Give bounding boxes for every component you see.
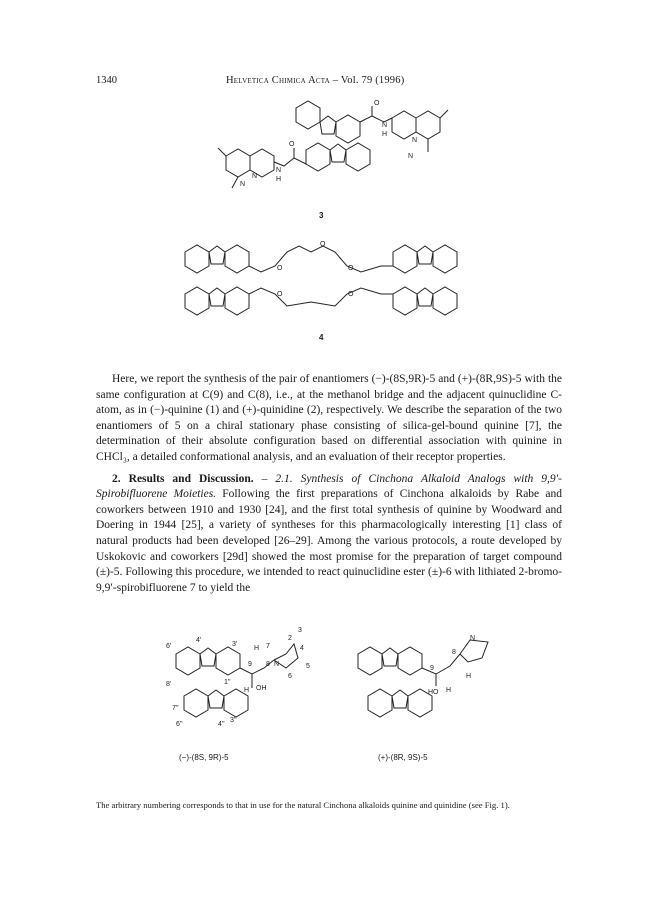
num-9: 9 bbox=[248, 661, 252, 668]
num-9: 9 bbox=[430, 665, 434, 672]
structure-compound-4 bbox=[181, 232, 461, 328]
body-text bbox=[96, 372, 562, 596]
structure-5a-drawing bbox=[160, 614, 310, 746]
caption-compound-5b: (+)-(8R, 9S)-5 bbox=[378, 753, 428, 762]
compound-4-label: 4 bbox=[319, 333, 324, 342]
num-6p: 6' bbox=[166, 643, 172, 650]
section-heading: 2. Results and Discussion. bbox=[112, 472, 254, 485]
atom-n1: N bbox=[274, 661, 280, 668]
structure-3-drawing bbox=[196, 96, 466, 206]
atom-n-amide-right: N bbox=[382, 122, 388, 129]
atom-n-ring-left-1: N bbox=[252, 173, 258, 180]
structure-4-drawing bbox=[181, 232, 461, 328]
num-3pp: 3'' bbox=[230, 717, 237, 724]
num-5: 5 bbox=[306, 663, 310, 670]
compound-3-label: 3 bbox=[319, 211, 324, 220]
num-7: 7 bbox=[266, 643, 270, 650]
atom-o5: O bbox=[348, 291, 354, 298]
atom-o3: O bbox=[348, 265, 354, 272]
structure-compound-5a bbox=[160, 614, 310, 746]
atom-h-bottom: H bbox=[244, 687, 250, 694]
num-3: 3 bbox=[298, 627, 302, 634]
atom-o-left: O bbox=[289, 141, 295, 148]
structure-compound-3 bbox=[196, 96, 466, 206]
paragraph-1: Here, we report the synthesis of the pair of enantiomers (−)-(8S,9R)-5 and (+)-(8R,9S)-5 with the same configuration at C(9) and C(8), i.e., at the methanol bridge and the adjacent quinuclidine C-atom, as in (−)-quinine (1) and (+)-quinidine (2), respectively. We describe the separation of the two enantiomers of 5 on a chiral stationary phase consisting of silica-gel-bound quinine [7], the determination of their absolute configuration based on differential association with quinine in CHCl₃, a detailed conformational analysis, and an evaluation of their receptor properties. bbox=[96, 373, 562, 463]
num-4p: 4' bbox=[196, 637, 202, 644]
atom-n-ring-right-1: N bbox=[412, 137, 418, 144]
atom-h-bottom: H bbox=[446, 687, 452, 694]
atom-n-ring-right-2: N bbox=[408, 153, 414, 160]
atom-n-ring-left-2: N bbox=[240, 181, 246, 188]
num-4pp: 4'' bbox=[218, 721, 225, 728]
atom-ho: HO bbox=[428, 689, 439, 696]
num-2: 2 bbox=[288, 635, 292, 642]
structure-5b-drawing bbox=[358, 614, 508, 746]
atom-h-amide-left: H bbox=[276, 176, 282, 183]
subsection-heading: – 2.1. Synthesis of Cinchona Alkaloid Analogs with 9,9′-Spirobifluorene Moieties. bbox=[96, 472, 562, 501]
atom-n-amide-left: N bbox=[276, 167, 282, 174]
running-head bbox=[226, 75, 404, 86]
atom-o-right: O bbox=[374, 100, 380, 107]
num-8: 8 bbox=[266, 661, 270, 668]
num-3p: 3' bbox=[232, 641, 238, 648]
journal-name: Helvetica Chimica Acta bbox=[226, 75, 330, 86]
atom-h-amide-right: H bbox=[382, 131, 388, 138]
num-1pp: 1'' bbox=[224, 679, 231, 686]
head-separator: – bbox=[332, 75, 341, 86]
structure-compound-5b bbox=[358, 614, 508, 746]
volume-info: Vol. 79 (1996) bbox=[340, 75, 405, 86]
atom-n: N bbox=[470, 635, 476, 642]
num-7pp: 7'' bbox=[172, 705, 179, 712]
atom-h-top: H bbox=[254, 645, 260, 652]
num-6pp: 6'' bbox=[176, 721, 183, 728]
paragraph-2-text: Following the first preparations of Cinchona alkaloids by Rabe and coworkers between 1910 and 1930 [24], and the first total synthesis of quinine by Woodward and Doering in 1944 [25], a variety of syntheses for this pharmacologically interesting [1] class of natural products had been developed [26–29]. Among the various protocols, a route developed by Uskokovic and coworkers [29d] showed the most promise for the preparation of target compound (±)-5. Following this procedure, we intended to react quinuclidine ester (±)-6 with lithiated 2-bromo-9,9′-spirobifluorene 7 to yield the bbox=[96, 488, 562, 594]
page-number: 1340 bbox=[96, 75, 117, 86]
atom-oh: OH bbox=[256, 685, 267, 692]
caption-compound-5a: (−)-(8S, 9R)-5 bbox=[179, 753, 229, 762]
atom-o1: O bbox=[277, 265, 283, 272]
atom-h-right: H bbox=[466, 673, 472, 680]
num-4: 4 bbox=[300, 645, 304, 652]
num-6: 6 bbox=[288, 673, 292, 680]
atom-o4: O bbox=[277, 291, 283, 298]
footnote: The arbitrary numbering corresponds to that in use for the natural Cinchona alkaloids quinine and quinidine (see Fig. 1). bbox=[96, 800, 510, 810]
atom-o2: O bbox=[320, 241, 326, 248]
paragraph-2 bbox=[96, 472, 562, 597]
num-8: 8 bbox=[452, 649, 456, 656]
num-8p: 8' bbox=[166, 681, 172, 688]
